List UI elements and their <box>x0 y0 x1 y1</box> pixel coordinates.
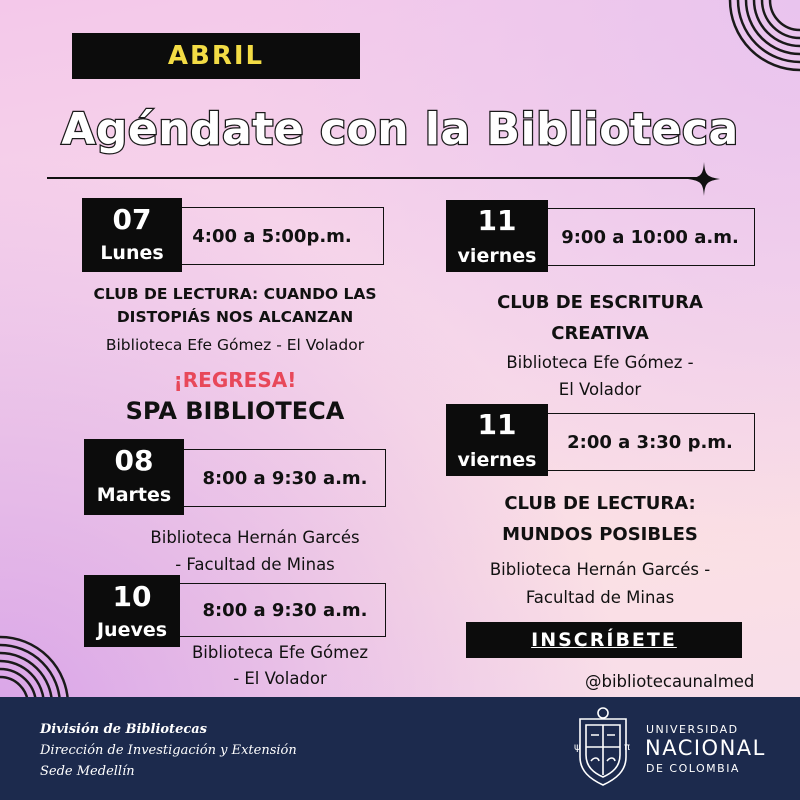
event-day-number: 11 <box>477 204 517 237</box>
social-handle: @bibliotecaunalmed <box>585 672 755 691</box>
event-place <box>150 640 410 692</box>
svg-text:ψ: ψ <box>574 742 581 753</box>
svg-text:π: π <box>624 742 631 753</box>
month-label: ABRIL <box>167 41 265 71</box>
event-place-line: Biblioteca Hernán Garcés <box>150 528 360 547</box>
event-time: 8:00 a 9:30 a.m. <box>202 599 368 621</box>
register-button[interactable] <box>466 622 742 658</box>
event-place-line: - Facultad de Minas <box>175 555 335 574</box>
event-title-line: CLUB DE ESCRITURA <box>497 292 703 313</box>
arc-decoration-bottom-left <box>0 615 80 700</box>
event-title-line: DISTOPIÁS NOS ALCANZAN <box>116 308 354 326</box>
event-place-line: - El Volador <box>233 669 327 688</box>
event-title-line: MUNDOS POSIBLES <box>502 524 698 545</box>
event-date-box <box>446 200 548 272</box>
footer-sede: Sede Medellín <box>40 764 135 779</box>
divider <box>47 177 697 179</box>
event-day-name: viernes <box>457 449 537 471</box>
event-day-number: 11 <box>477 408 517 441</box>
footer-direction: Dirección de Investigación y Extensión <box>40 743 297 758</box>
event-place: Biblioteca Efe Gómez - El Volador <box>105 336 365 354</box>
footer <box>0 697 800 800</box>
event-place-line: El Volador <box>558 380 642 399</box>
event-time: 8:00 a 9:30 a.m. <box>202 467 368 489</box>
university-name-line1: UNIVERSIDAD <box>646 723 739 736</box>
event-date-box <box>446 404 548 476</box>
event-place-line: Biblioteca Hernán Garcés - <box>489 560 711 579</box>
event-place <box>110 524 400 578</box>
event-day-name: Lunes <box>100 242 164 264</box>
event-time-box <box>160 207 384 265</box>
event-day-name: viernes <box>457 245 537 267</box>
event-date-box <box>82 198 182 272</box>
event-place <box>440 349 760 403</box>
event-title-line: CREATIVA <box>551 323 649 344</box>
university-name-line3: DE COLOMBIA <box>646 762 740 775</box>
month-banner <box>72 33 360 79</box>
event-date-box <box>84 575 180 647</box>
arc-decoration-top-right <box>700 0 800 80</box>
event-title <box>60 283 410 329</box>
event-day-name: Jueves <box>96 619 168 641</box>
event-place-line: Biblioteca Efe Gómez <box>191 643 369 662</box>
event-time: 2:00 a 3:30 p.m. <box>567 431 733 453</box>
event-date-box <box>84 439 184 515</box>
event-day-name: Martes <box>96 484 172 506</box>
footer-division: División de Bibliotecas <box>40 722 207 737</box>
event-title-line: CLUB DE LECTURA: <box>504 493 696 514</box>
event-title <box>440 287 760 349</box>
event-day-number: 08 <box>114 444 154 477</box>
university-shield-icon <box>572 705 634 789</box>
university-name-line2: NACIONAL <box>645 736 766 760</box>
page-title: Agéndate con la Biblioteca <box>61 104 739 155</box>
event-day-number: 07 <box>112 203 152 236</box>
event-place-line: Biblioteca Efe Gómez - <box>506 353 694 372</box>
event-place-line: Facultad de Minas <box>525 588 675 607</box>
event-time-box <box>525 208 755 266</box>
spa-tag: ¡REGRESA! <box>173 368 297 392</box>
register-button-label: INSCRÍBETE <box>531 629 677 651</box>
event-time: 9:00 a 10:00 a.m. <box>561 226 739 248</box>
event-place <box>440 556 760 612</box>
sparkle-icon <box>688 162 720 196</box>
event-time: 4:00 a 5:00p.m. <box>192 225 352 247</box>
event-day-number: 10 <box>112 580 152 613</box>
event-time-box <box>160 449 386 507</box>
event-time-box <box>525 413 755 471</box>
event-title-line: CLUB DE LECTURA: CUANDO LAS <box>93 285 377 303</box>
event-time-box <box>160 583 386 637</box>
spa-title: SPA BIBLIOTECA <box>125 397 345 425</box>
event-title <box>440 488 760 550</box>
